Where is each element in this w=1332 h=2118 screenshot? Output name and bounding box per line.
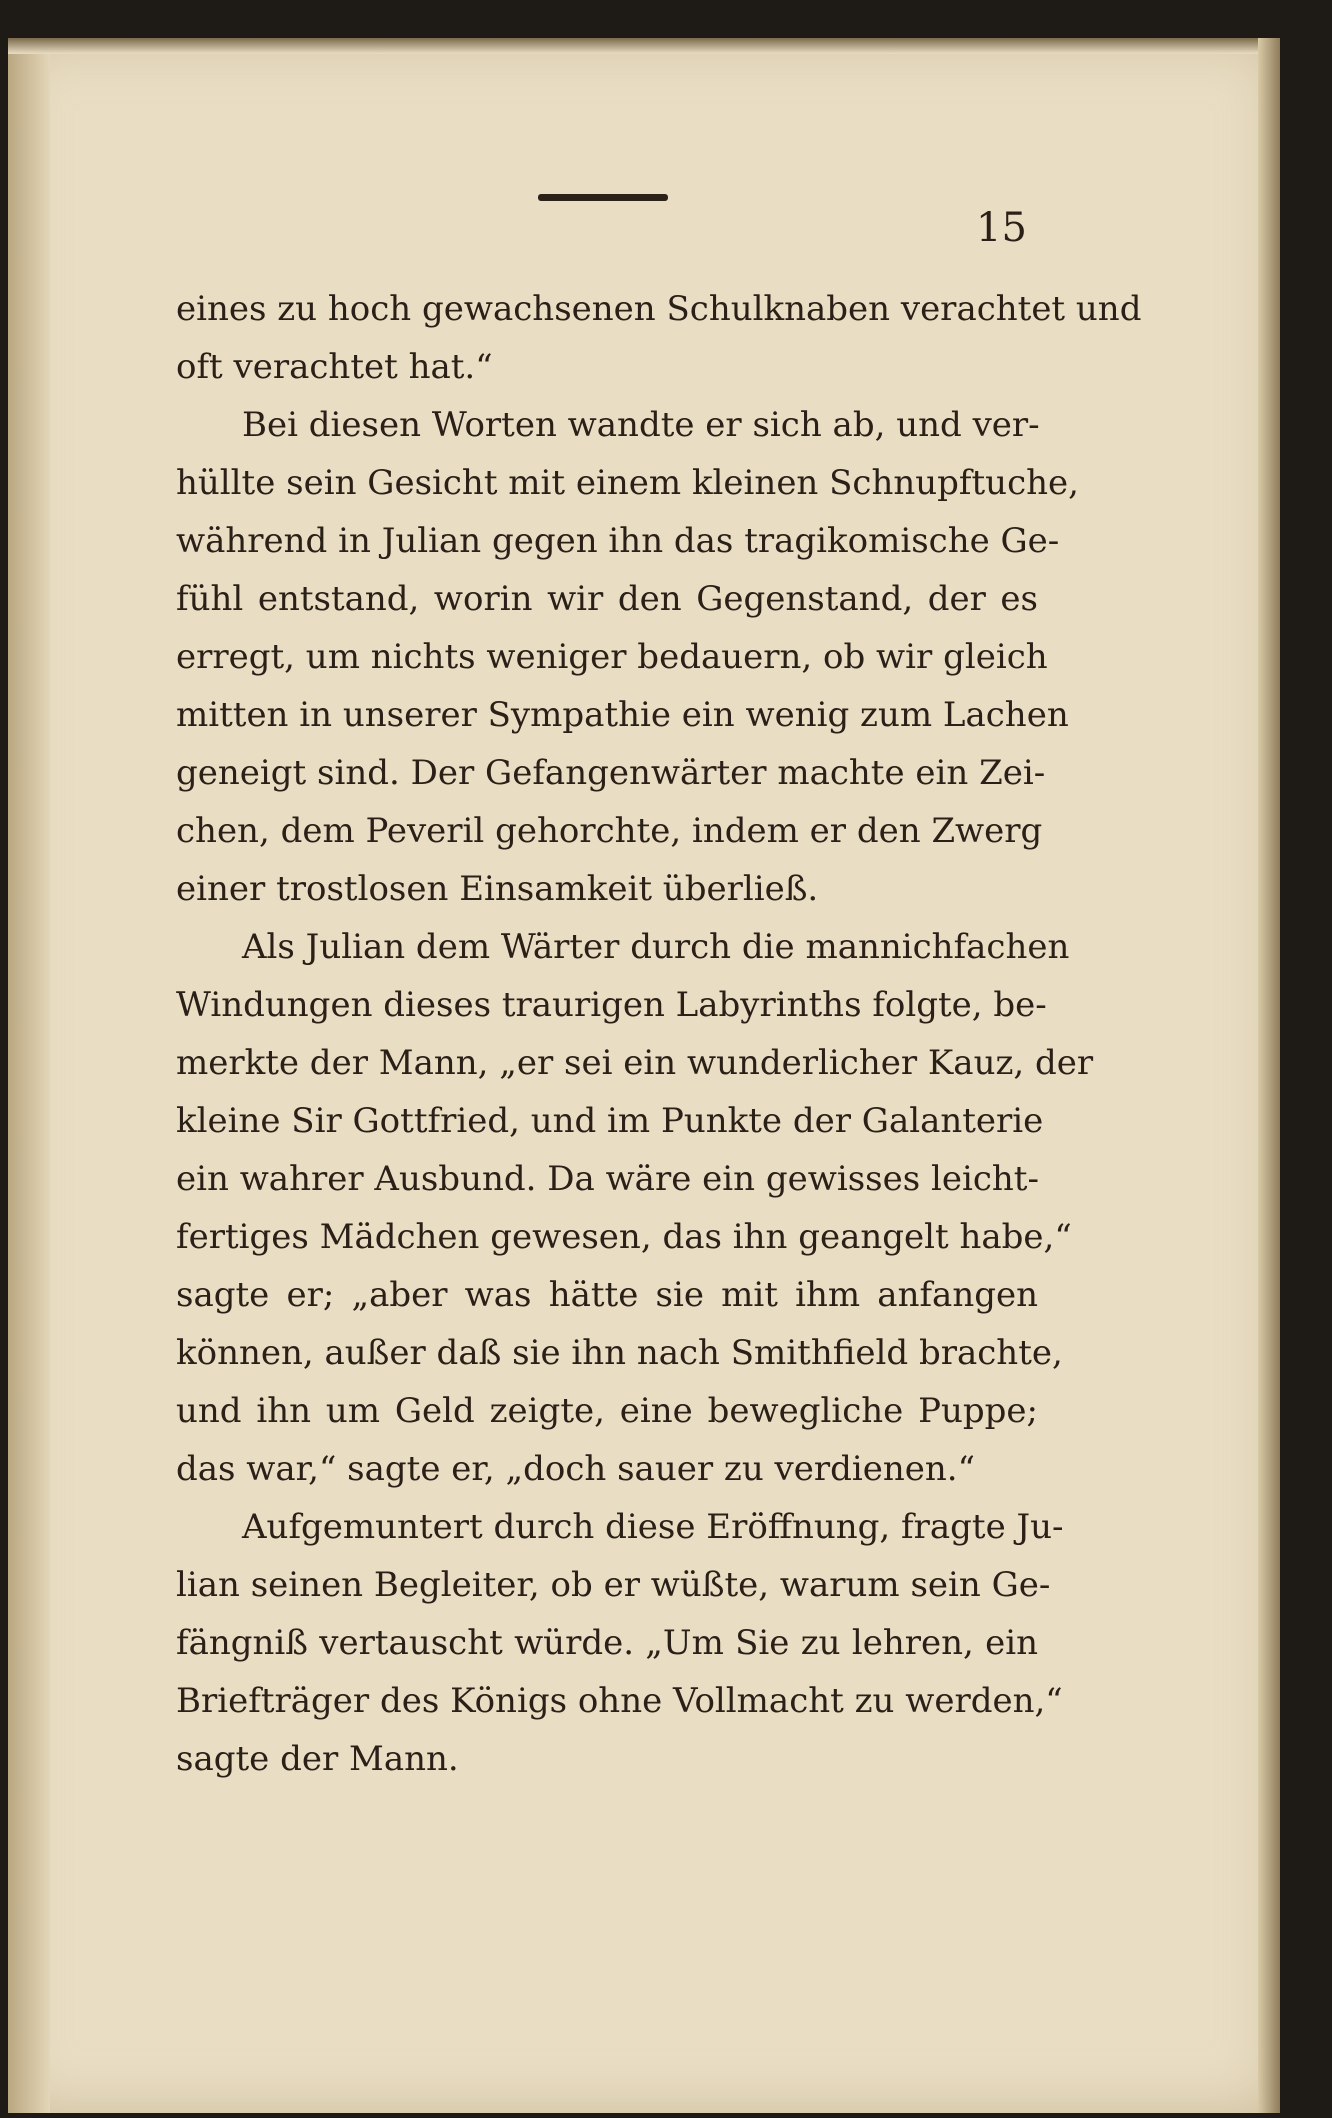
text-line: lian seinen Begleiter, ob er wüßte, warum sein Ge‐ bbox=[176, 1565, 1051, 1605]
text-line: eines zu hoch gewachsenen Schulknaben verachtet und bbox=[176, 289, 1142, 329]
text-line: Briefträger des Königs ohne Vollmacht zu werden,“ bbox=[176, 1681, 1063, 1721]
text-line: mitten in unserer Sympathie ein wenig zum Lachen bbox=[176, 695, 1069, 735]
text-line: einer trostlosen Einsamkeit überließ. bbox=[176, 869, 819, 909]
text-line: erregt, um nichts weniger bedauern, ob wir gleich bbox=[176, 637, 1048, 677]
text-line: Als Julian dem Wärter durch die mannichfachen bbox=[242, 927, 1070, 967]
text-line: geneigt sind. Der Gefangenwärter machte ein Zei‐ bbox=[176, 753, 1046, 793]
text-line: merkte der Mann, „er sei ein wunderlicher Kauz, der bbox=[176, 1043, 1094, 1083]
text-line: ein wahrer Ausbund. Da wäre ein gewisses leicht‐ bbox=[176, 1159, 1039, 1199]
page-gutter bbox=[8, 38, 50, 2113]
text-line: können, außer daß sie ihn nach Smithfield brachte, bbox=[176, 1333, 1063, 1373]
text-line: das war,“ sagte er, „doch sauer zu verdienen.“ bbox=[176, 1449, 975, 1489]
text-line: fertiges Mädchen gewesen, das ihn geangelt habe,“ bbox=[176, 1217, 1072, 1257]
text-line: Aufgemuntert durch diese Eröffnung, fragte Ju‐ bbox=[242, 1507, 1064, 1547]
text-line: oft verachtet hat.“ bbox=[176, 347, 493, 387]
text-line: fühl entstand, worin wir den Gegenstand, der es bbox=[176, 579, 1038, 619]
text-line: und ihn um Geld zeigte, eine bewegliche Puppe; bbox=[176, 1391, 1038, 1431]
book-page bbox=[8, 38, 1280, 2113]
text-line: Windungen dieses traurigen Labyrinths folgte, be‐ bbox=[176, 985, 1047, 1025]
text-line: während in Julian gegen ihn das tragikomische Ge‐ bbox=[176, 521, 1060, 561]
text-line: chen, dem Peveril gehorchte, indem er den Zwerg bbox=[176, 811, 1043, 851]
text-line: sagte er; „aber was hätte sie mit ihm anfangen bbox=[176, 1275, 1038, 1315]
header-rule bbox=[538, 194, 668, 201]
text-line: sagte der Mann. bbox=[176, 1739, 459, 1779]
text-line: hüllte sein Gesicht mit einem kleinen Schnupftuche, bbox=[176, 463, 1079, 503]
body-text bbox=[176, 280, 1142, 1788]
page-top-edge bbox=[8, 38, 1280, 54]
text-line: fängniß vertauscht würde. „Um Sie zu lehren, ein bbox=[176, 1623, 1038, 1663]
page-number: 15 bbox=[976, 205, 1027, 251]
page-right-edge bbox=[1258, 38, 1280, 2113]
text-line: Bei diesen Worten wandte er sich ab, und ver‐ bbox=[242, 405, 1040, 445]
text-line: kleine Sir Gottfried, und im Punkte der Galanterie bbox=[176, 1101, 1044, 1141]
